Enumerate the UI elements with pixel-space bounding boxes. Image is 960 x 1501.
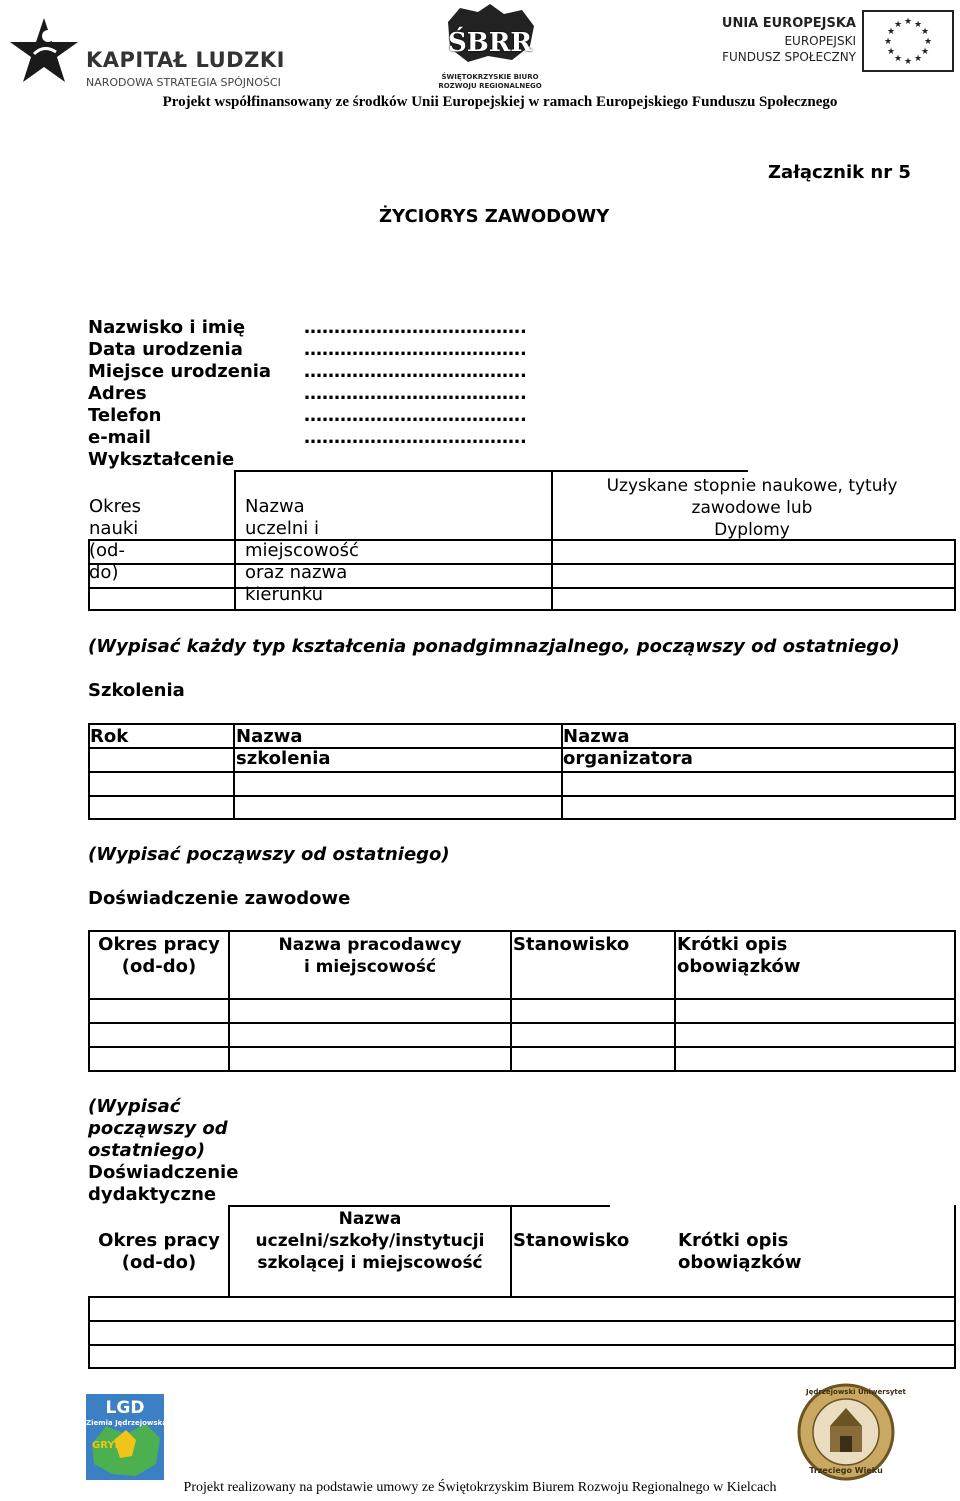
teach-col-position: Stanowisko [513,1230,630,1251]
svg-text:★: ★ [920,47,930,57]
kapital-ludzki-star-icon [4,14,84,94]
experience-note: (Wypisać począwszy od ostatniego) [88,1096,228,1161]
phone-value[interactable]: ………………………………. [304,405,527,426]
svg-text:★: ★ [893,20,903,30]
lgd-subtitle: Ziemia Jędrzejowska [86,1419,167,1427]
name-label: Nazwisko i imię [88,317,246,338]
svg-text:★: ★ [903,17,913,27]
svg-text:★: ★ [913,54,923,64]
annex-label: Załącznik nr 5 [768,162,911,183]
eu-logo [721,10,956,76]
sbrr-sub2: ROZWOJU REGIONALNEGO [438,82,542,90]
svg-text:★: ★ [923,37,933,47]
train-col-name: Nazwa szkolenia [236,726,331,769]
cofinance-note: Projekt współfinansowany ze środków Unii Europejskiej w ramach Europejskiego Funduszu Społecznego [162,94,838,110]
lgd-gryf: GRYF [92,1440,122,1451]
svg-text:★: ★ [886,27,896,37]
email-value[interactable]: ………………………………. [304,427,527,448]
education-note: (Wypisać każdy typ kształcenia ponadgimnazjalnego, począwszy od ostatniego) [88,636,900,657]
sbrr-sub1: ŚWIĘTOKRZYSKIE BIURO [441,73,539,81]
training-heading: Szkolenia [88,680,185,701]
footer-note: Projekt realizowany na podstawie umowy ze Świętokrzyskim Biurem Rozwoju Regionalnego w Kielcach [183,1480,777,1495]
svg-text:★: ★ [893,54,903,64]
teach-col-period: Okres pracy (od-do) [98,1230,220,1273]
exp-col-duties: Krótki opis obowiązków [677,934,801,977]
edu-col-period: Okres nauki (od-do) [89,496,142,583]
eu-text-line3: FUNDUSZ SPOŁECZNY [722,50,856,64]
birthplace-value[interactable]: ………………………………. [304,361,527,382]
teaching-heading: Doświadczenie dydaktyczne [88,1162,239,1205]
svg-text:★: ★ [886,47,896,57]
address-value[interactable]: ………………………………. [304,383,527,404]
birthdate-value[interactable]: ………………………………. [304,339,527,360]
experience-heading: Doświadczenie zawodowe [88,888,351,909]
page-title: ŻYCIORYS ZAWODOWY [379,206,610,227]
kapital-ludzki-logo [4,14,304,94]
svg-text:★: ★ [913,20,923,30]
eu-text-line1: UNIA EUROPEJSKA [721,16,856,31]
kapital-ludzki-subtitle: NARODOWA STRATEGIA SPÓJNOŚCI [86,76,281,89]
eu-text-line2: EUROPEJSKI [784,34,856,48]
eu-flag-icon [862,10,954,72]
svg-text:★: ★ [903,57,913,67]
phone-label: Telefon [88,405,162,426]
lgd-logo [86,1394,167,1480]
training-note: (Wypisać począwszy od ostatniego) [88,844,450,865]
exp-col-employer: Nazwa pracodawcy i miejscowość [278,935,462,977]
exp-col-position: Stanowisko [513,934,630,955]
name-value[interactable]: ………………………………. [304,317,527,338]
edu-col-school: Nazwa uczelni i miejscowość oraz nazwa kierunku [245,496,359,605]
education-heading: Wykształcenie [88,449,235,470]
teach-col-duties: Krótki opis obowiązków [678,1230,802,1273]
university-seal-top: Jędrzejowski Uniwersytet [806,1388,906,1396]
train-col-organizer: Nazwa organizatora [563,726,693,769]
exp-col-period: Okres pracy (od-do) [98,934,220,977]
sbrr-logo [430,2,550,92]
svg-text:★: ★ [920,27,930,37]
edu-col-degrees: Uzyskane stopnie naukowe, tytuły zawodowe lub Dyplomy [606,476,898,540]
svg-text:★: ★ [883,37,893,47]
address-label: Adres [88,383,147,404]
lgd-title: LGD [105,1398,145,1418]
university-seal [796,1382,906,1482]
birthdate-label: Data urodzenia [88,339,243,360]
university-seal-bottom: Trzeciego Wieku [809,1466,883,1475]
sbrr-title: ŚBRR [448,28,532,58]
birthplace-label: Miejsce urodzenia [88,361,272,382]
email-label: e-mail [88,427,151,448]
teach-col-institution: Nazwa uczelni/szkoły/instytucji szkolącej i miejscowość [255,1209,485,1273]
kapital-ludzki-title: KAPITAŁ LUDZKI [86,48,285,72]
train-col-year: Rok [90,726,129,747]
